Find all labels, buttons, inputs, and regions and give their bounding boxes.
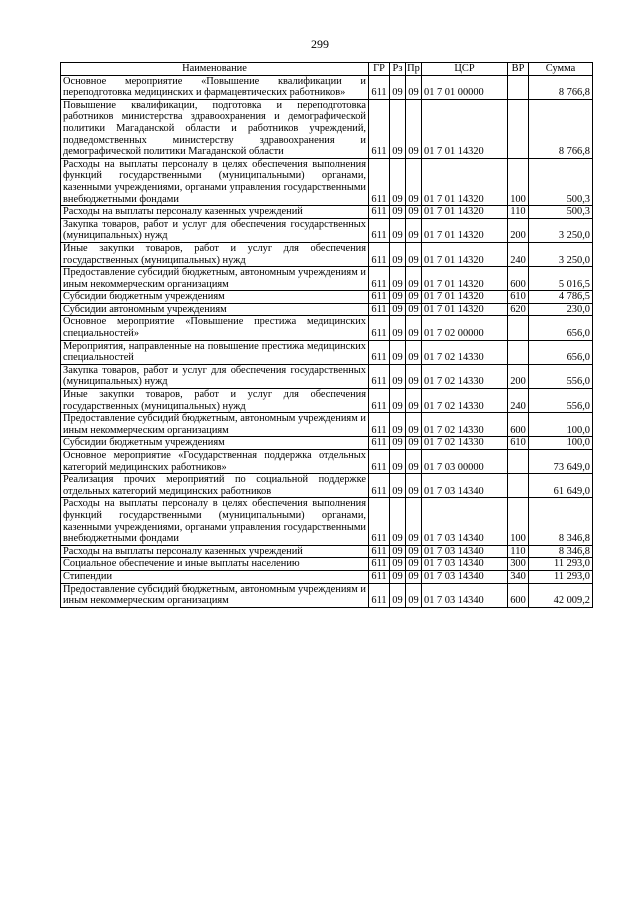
gr-code: 611 — [369, 99, 390, 158]
pr-code: 09 — [406, 158, 422, 205]
pr-code: 09 — [406, 316, 422, 340]
pr-code: 09 — [406, 474, 422, 498]
csr-code: 01 7 01 14320 — [422, 303, 508, 316]
gr-code: 611 — [369, 474, 390, 498]
table-row — [61, 437, 593, 450]
gr-code: 611 — [369, 583, 390, 607]
pr-code: 09 — [406, 389, 422, 413]
table-row — [61, 558, 593, 571]
gr-code: 611 — [369, 570, 390, 583]
vr-code: 340 — [508, 570, 529, 583]
amount: 500,3 — [529, 158, 593, 205]
rz-code: 09 — [390, 570, 406, 583]
amount: 100,0 — [529, 413, 593, 437]
pr-code: 09 — [406, 340, 422, 364]
pr-code: 09 — [406, 583, 422, 607]
item-name: Стипендии — [61, 570, 369, 583]
csr-code: 01 7 02 14330 — [422, 413, 508, 437]
gr-code: 611 — [369, 340, 390, 364]
gr-code: 611 — [369, 545, 390, 558]
gr-code: 611 — [369, 437, 390, 450]
gr-code: 611 — [369, 558, 390, 571]
pr-code: 09 — [406, 570, 422, 583]
gr-code: 611 — [369, 303, 390, 316]
header-name: Наименование — [61, 63, 369, 76]
header-row — [61, 63, 593, 76]
csr-code: 01 7 01 14320 — [422, 218, 508, 242]
vr-code: 240 — [508, 389, 529, 413]
amount: 556,0 — [529, 389, 593, 413]
amount: 8 766,8 — [529, 99, 593, 158]
csr-code: 01 7 01 00000 — [422, 75, 508, 99]
amount: 656,0 — [529, 340, 593, 364]
csr-code: 01 7 01 14320 — [422, 158, 508, 205]
csr-code: 01 7 01 14320 — [422, 206, 508, 219]
amount: 8 766,8 — [529, 75, 593, 99]
table-row — [61, 570, 593, 583]
table-row — [61, 389, 593, 413]
item-name: Иные закупки товаров, работ и услуг для обеспечения государственных (муниципальных) нужд — [61, 242, 369, 266]
amount: 556,0 — [529, 364, 593, 388]
pr-code: 09 — [406, 267, 422, 291]
csr-code: 01 7 01 14320 — [422, 242, 508, 266]
table-row — [61, 583, 593, 607]
rz-code: 09 — [390, 558, 406, 571]
table-row — [61, 75, 593, 99]
rz-code: 09 — [390, 267, 406, 291]
rz-code: 09 — [390, 316, 406, 340]
vr-code: 610 — [508, 437, 529, 450]
item-name: Расходы на выплаты персоналу казенных учреждений — [61, 545, 369, 558]
gr-code: 611 — [369, 413, 390, 437]
amount: 11 293,0 — [529, 558, 593, 571]
vr-code: 100 — [508, 158, 529, 205]
vr-code — [508, 99, 529, 158]
item-name: Мероприятия, направленные на повышение престижа медицинских специальностей — [61, 340, 369, 364]
header-gr: ГР — [369, 63, 390, 76]
item-name: Основное мероприятие «Повышение квалификации и переподготовка медицинских и фармацевтических работников» — [61, 75, 369, 99]
header-pr: Пр — [407, 63, 420, 74]
rz-code: 09 — [390, 498, 406, 545]
gr-code: 611 — [369, 316, 390, 340]
gr-code: 611 — [369, 75, 390, 99]
gr-code: 611 — [369, 267, 390, 291]
rz-code: 09 — [390, 75, 406, 99]
item-name: Закупка товаров, работ и услуг для обеспечения государственных (муниципальных) нужд — [61, 364, 369, 388]
pr-code: 09 — [406, 291, 422, 304]
amount: 61 649,0 — [529, 474, 593, 498]
gr-code: 611 — [369, 158, 390, 205]
table-row — [61, 474, 593, 498]
gr-code: 611 — [369, 218, 390, 242]
amount: 8 346,8 — [529, 545, 593, 558]
item-name: Субсидии бюджетным учреждениям — [61, 437, 369, 450]
gr-code: 611 — [369, 450, 390, 474]
table-body — [61, 75, 593, 607]
table-row — [61, 242, 593, 266]
rz-code: 09 — [390, 364, 406, 388]
item-name: Расходы на выплаты персоналу казенных учреждений — [61, 206, 369, 219]
rz-code: 09 — [390, 389, 406, 413]
rz-code: 09 — [390, 99, 406, 158]
pr-code: 09 — [406, 437, 422, 450]
item-name: Предоставление субсидий бюджетным, автономным учреждениям и иным некоммерческим организациям — [61, 413, 369, 437]
rz-code: 09 — [390, 218, 406, 242]
vr-code — [508, 474, 529, 498]
item-name: Предоставление субсидий бюджетным, автономным учреждениям и иным некоммерческим организациям — [61, 583, 369, 607]
item-name: Закупка товаров, работ и услуг для обеспечения государственных (муниципальных) нужд — [61, 218, 369, 242]
table-row — [61, 316, 593, 340]
rz-code: 09 — [390, 158, 406, 205]
csr-code: 01 7 02 00000 — [422, 316, 508, 340]
item-name: Повышение квалификации, подготовка и переподготовка работников министерства здравоохранения и демографической политики Магаданской области и работников учреждений, подведомственных министерству здравоохранения и демографической политики Магаданской области — [61, 99, 369, 158]
pr-code: 09 — [406, 413, 422, 437]
gr-code: 611 — [369, 389, 390, 413]
rz-code: 09 — [390, 303, 406, 316]
vr-code: 610 — [508, 291, 529, 304]
csr-code: 01 7 03 14340 — [422, 570, 508, 583]
table-row — [61, 340, 593, 364]
amount: 500,3 — [529, 206, 593, 219]
csr-code: 01 7 03 14340 — [422, 583, 508, 607]
vr-code: 200 — [508, 218, 529, 242]
vr-code — [508, 75, 529, 99]
item-name: Расходы на выплаты персоналу в целях обеспечения выполнения функций государственными (муниципальными) органами, казенными учреждениями, органами управления государственными внебюджетными фондами — [61, 158, 369, 205]
item-name: Основное мероприятие «Повышение престижа медицинских специальностей» — [61, 316, 369, 340]
vr-code — [508, 316, 529, 340]
amount: 73 649,0 — [529, 450, 593, 474]
csr-code: 01 7 03 14340 — [422, 558, 508, 571]
table-row — [61, 545, 593, 558]
vr-code — [508, 340, 529, 364]
pr-code: 09 — [406, 450, 422, 474]
table-row — [61, 291, 593, 304]
item-name: Субсидии автономным учреждениям — [61, 303, 369, 316]
rz-code: 09 — [390, 340, 406, 364]
table-row — [61, 99, 593, 158]
vr-code: 100 — [508, 498, 529, 545]
amount: 3 250,0 — [529, 242, 593, 266]
gr-code: 611 — [369, 206, 390, 219]
gr-code: 611 — [369, 242, 390, 266]
pr-code: 09 — [406, 206, 422, 219]
item-name: Основное мероприятие «Государственная поддержка отдельных категорий медицинских работников» — [61, 450, 369, 474]
rz-code: 09 — [390, 450, 406, 474]
pr-code: 09 — [406, 558, 422, 571]
header-csr: ЦСР — [422, 63, 508, 76]
table-row — [61, 498, 593, 545]
rz-code: 09 — [390, 545, 406, 558]
pr-code: 09 — [406, 498, 422, 545]
rz-code: 09 — [390, 437, 406, 450]
pr-code: 09 — [406, 99, 422, 158]
rz-code: 09 — [390, 291, 406, 304]
rz-code: 09 — [390, 206, 406, 219]
amount: 8 346,8 — [529, 498, 593, 545]
csr-code: 01 7 02 14330 — [422, 389, 508, 413]
vr-code: 600 — [508, 583, 529, 607]
gr-code: 611 — [369, 364, 390, 388]
table-row — [61, 218, 593, 242]
item-name: Реализация прочих мероприятий по социальной поддержке отдельных категорий медицинских работников — [61, 474, 369, 498]
table-row — [61, 158, 593, 205]
table-row — [61, 206, 593, 219]
amount: 100,0 — [529, 437, 593, 450]
item-name: Субсидии бюджетным учреждениям — [61, 291, 369, 304]
vr-code — [508, 450, 529, 474]
header-rz: Рз — [390, 63, 406, 76]
csr-code: 01 7 02 14330 — [422, 364, 508, 388]
pr-code: 09 — [406, 303, 422, 316]
amount: 42 009,2 — [529, 583, 593, 607]
table-row — [61, 413, 593, 437]
amount: 3 250,0 — [529, 218, 593, 242]
amount: 230,0 — [529, 303, 593, 316]
budget-table — [60, 62, 593, 608]
gr-code: 611 — [369, 498, 390, 545]
rz-code: 09 — [390, 474, 406, 498]
vr-code: 600 — [508, 413, 529, 437]
table-row — [61, 450, 593, 474]
rz-code: 09 — [390, 242, 406, 266]
amount: 656,0 — [529, 316, 593, 340]
table-row — [61, 267, 593, 291]
header-vr: ВР — [508, 63, 529, 76]
vr-code: 110 — [508, 206, 529, 219]
csr-code: 01 7 02 14330 — [422, 340, 508, 364]
table-row — [61, 303, 593, 316]
vr-code: 110 — [508, 545, 529, 558]
pr-code: 09 — [406, 218, 422, 242]
pr-code: 09 — [406, 75, 422, 99]
csr-code: 01 7 02 14330 — [422, 437, 508, 450]
page-number: 299 — [311, 37, 329, 51]
csr-code: 01 7 03 14340 — [422, 545, 508, 558]
csr-code: 01 7 03 14340 — [422, 474, 508, 498]
amount: 11 293,0 — [529, 570, 593, 583]
item-name: Расходы на выплаты персоналу в целях обеспечения выполнения функций государственными (муниципальными) органами, казенными учреждениями, органами управления государственными внебюджетными фондами — [61, 498, 369, 545]
amount: 5 016,5 — [529, 267, 593, 291]
csr-code: 01 7 03 00000 — [422, 450, 508, 474]
vr-code: 200 — [508, 364, 529, 388]
item-name: Предоставление субсидий бюджетным, автономным учреждениям и иным некоммерческим организациям — [61, 267, 369, 291]
vr-code: 240 — [508, 242, 529, 266]
table-row — [61, 364, 593, 388]
pr-code: 09 — [406, 545, 422, 558]
vr-code: 620 — [508, 303, 529, 316]
gr-code: 611 — [369, 291, 390, 304]
amount: 4 786,5 — [529, 291, 593, 304]
csr-code: 01 7 01 14320 — [422, 99, 508, 158]
vr-code: 600 — [508, 267, 529, 291]
rz-code: 09 — [390, 413, 406, 437]
csr-code: 01 7 03 14340 — [422, 498, 508, 545]
csr-code: 01 7 01 14320 — [422, 291, 508, 304]
rz-code: 09 — [390, 583, 406, 607]
item-name: Иные закупки товаров, работ и услуг для обеспечения государственных (муниципальных) нужд — [61, 389, 369, 413]
pr-code: 09 — [406, 242, 422, 266]
vr-code: 300 — [508, 558, 529, 571]
header-sum: Сумма — [529, 63, 593, 76]
csr-code: 01 7 01 14320 — [422, 267, 508, 291]
pr-code: 09 — [406, 364, 422, 388]
item-name: Социальное обеспечение и иные выплаты населению — [61, 558, 369, 571]
